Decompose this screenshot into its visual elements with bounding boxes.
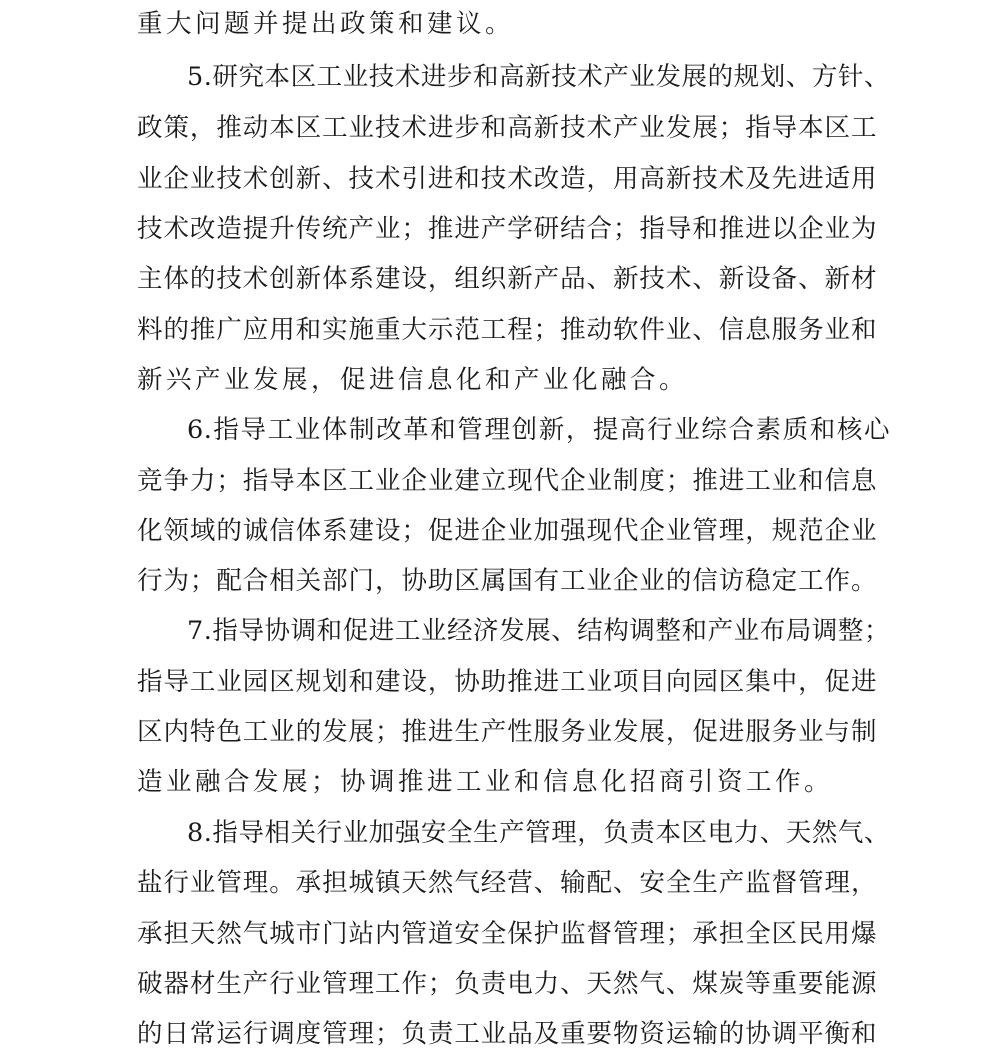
text-line: 料的推广应用和实施重大示范工程；推动软件业、信息服务业和 bbox=[137, 315, 877, 345]
paragraph-first-line: 7.指导协调和促进工业经济发展、结构调整和产业布局调整； bbox=[187, 616, 890, 646]
text-line: 竞争力；指导本区工业企业建立现代企业制度；推进工业和信息 bbox=[137, 466, 877, 496]
text-line: 重大问题并提出政策和建议。 bbox=[137, 9, 515, 39]
text-line: 造业融合发展；协调推进工业和信息化招商引资工作。 bbox=[137, 767, 834, 797]
text-line: 业企业技术创新、技术引进和技术改造，用高新技术及先进适用 bbox=[137, 164, 877, 194]
text-line: 破器材生产行业管理工作；负责电力、天然气、煤炭等重要能源 bbox=[137, 969, 877, 999]
text-line: 区内特色工业的发展；推进生产性服务业发展，促进服务业与制 bbox=[137, 717, 877, 747]
text-line: 新兴产业发展，促进信息化和产业化融合。 bbox=[137, 365, 689, 395]
text-line: 盐行业管理。承担城镇天然气经营、输配、安全生产监督管理， bbox=[137, 868, 877, 898]
text-line: 指导工业园区规划和建设，协助推进工业项目向园区集中，促进 bbox=[137, 667, 877, 697]
text-line: 政策，推动本区工业技术进步和高新技术产业发展；指导本区工 bbox=[137, 113, 877, 143]
text-line: 承担天然气城市门站内管道安全保护监督管理；承担全区民用爆 bbox=[137, 919, 877, 949]
text-line: 主体的技术创新体系建设，组织新产品、新技术、新设备、新材 bbox=[137, 264, 877, 294]
paragraph-first-line: 6.指导工业体制改革和管理创新，提高行业综合素质和核心 bbox=[187, 415, 890, 445]
paragraph-first-line: 8.指导相关行业加强安全生产管理，负责本区电力、天然气、 bbox=[187, 818, 890, 848]
text-line: 的日常运行调度管理；负责工业品及重要物资运输的协调平衡和 bbox=[137, 1019, 877, 1049]
paragraph-first-line: 5.研究本区工业技术进步和高新技术产业发展的规划、方针、 bbox=[187, 62, 890, 92]
text-line: 化领域的诚信体系建设；促进企业加强现代企业管理，规范企业 bbox=[137, 516, 877, 546]
text-line: 行为；配合相关部门，协助区属国有工业企业的信访稳定工作。 bbox=[137, 566, 877, 596]
text-line: 技术改造提升传统产业；推进产学研结合；指导和推进以企业为 bbox=[137, 214, 877, 244]
